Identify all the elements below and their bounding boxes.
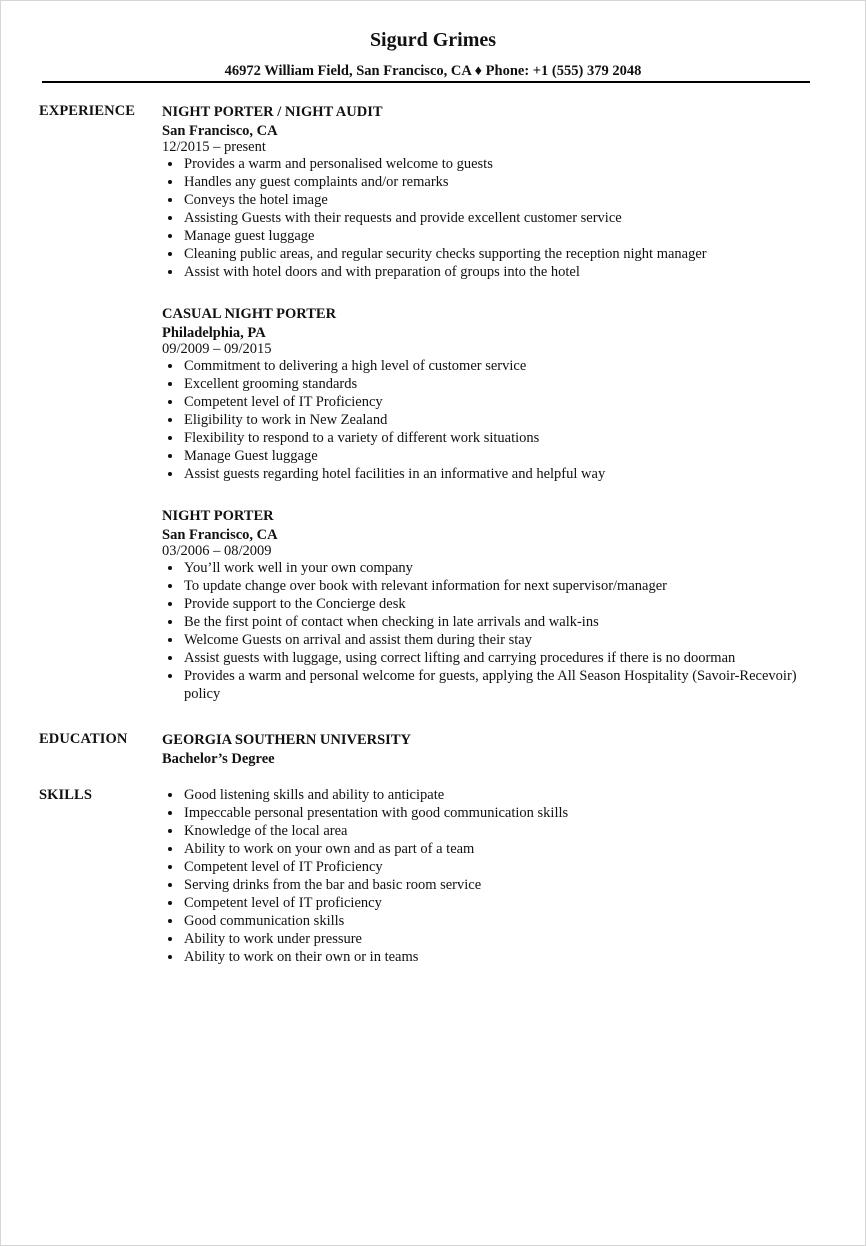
job-entry [162, 507, 822, 703]
list-item: Good listening skills and ability to anticipate [162, 786, 822, 804]
job-dates: 03/2006 – 08/2009 [162, 543, 272, 559]
list-item: Assist guests with luggage, using correct lifting and carrying procedures if there is no doorman [162, 649, 822, 667]
job-location: Philadelphia, PA [162, 325, 266, 341]
candidate-name: Sigurd Grimes [369, 29, 497, 51]
job-duties-list [162, 357, 822, 483]
school-name: GEORGIA SOUTHERN UNIVERSITY [162, 732, 411, 748]
list-item: Manage guest luggage [162, 227, 822, 245]
job-entry [162, 305, 822, 483]
job-duties-list [162, 559, 822, 703]
degree: Bachelor’s Degree [162, 751, 275, 767]
job-dates: 09/2009 – 09/2015 [162, 341, 272, 357]
skills-entry [162, 786, 822, 966]
list-item: Conveys the hotel image [162, 191, 822, 209]
list-item: Manage Guest luggage [162, 447, 822, 465]
list-item: Ability to work on your own and as part of a team [162, 840, 822, 858]
section-label-experience: EXPERIENCE [39, 103, 136, 119]
job-duties-list [162, 155, 822, 281]
section-label-education: EDUCATION [39, 731, 128, 747]
list-item: Welcome Guests on arrival and assist them during their stay [162, 631, 822, 649]
list-item: Provides a warm and personal welcome for guests, applying the All Season Hospitality (Savoir-Recevoir) policy [162, 667, 822, 703]
list-item: Competent level of IT proficiency [162, 894, 822, 912]
list-item: Provides a warm and personalised welcome to guests [162, 155, 822, 173]
list-item: Assist with hotel doors and with preparation of groups into the hotel [162, 263, 822, 281]
list-item: Flexibility to respond to a variety of different work situations [162, 429, 822, 447]
job-location: San Francisco, CA [162, 123, 278, 139]
list-item: Assisting Guests with their requests and provide excellent customer service [162, 209, 822, 227]
list-item: Commitment to delivering a high level of customer service [162, 357, 822, 375]
list-item: Handles any guest complaints and/or remarks [162, 173, 822, 191]
job-dates: 12/2015 – present [162, 139, 266, 155]
list-item: Good communication skills [162, 912, 822, 930]
list-item: Competent level of IT Proficiency [162, 393, 822, 411]
list-item: Be the first point of contact when checking in late arrivals and walk-ins [162, 613, 822, 631]
education-entry [162, 731, 822, 767]
list-item: Competent level of IT Proficiency [162, 858, 822, 876]
job-title: NIGHT PORTER [162, 508, 274, 524]
list-item: Ability to work on their own or in teams [162, 948, 822, 966]
list-item: Knowledge of the local area [162, 822, 822, 840]
header-divider [42, 81, 810, 83]
list-item: Excellent grooming standards [162, 375, 822, 393]
list-item: Provide support to the Concierge desk [162, 595, 822, 613]
contact-line: 46972 William Field, San Francisco, CA ♦ Phone: +1 (555) 379 2048 [224, 63, 642, 79]
skills-list [162, 786, 822, 966]
list-item: Serving drinks from the bar and basic room service [162, 876, 822, 894]
list-item: Impeccable personal presentation with good communication skills [162, 804, 822, 822]
job-title: CASUAL NIGHT PORTER [162, 306, 337, 322]
list-item: Ability to work under pressure [162, 930, 822, 948]
job-entry [162, 103, 822, 281]
list-item: Cleaning public areas, and regular security checks supporting the reception night manager [162, 245, 822, 263]
job-location: San Francisco, CA [162, 527, 278, 543]
job-title: NIGHT PORTER / NIGHT AUDIT [162, 104, 383, 120]
list-item: Eligibility to work in New Zealand [162, 411, 822, 429]
list-item: Assist guests regarding hotel facilities in an informative and helpful way [162, 465, 822, 483]
section-label-skills: SKILLS [39, 787, 92, 803]
list-item: You’ll work well in your own company [162, 559, 822, 577]
list-item: To update change over book with relevant information for next supervisor/manager [162, 577, 822, 595]
